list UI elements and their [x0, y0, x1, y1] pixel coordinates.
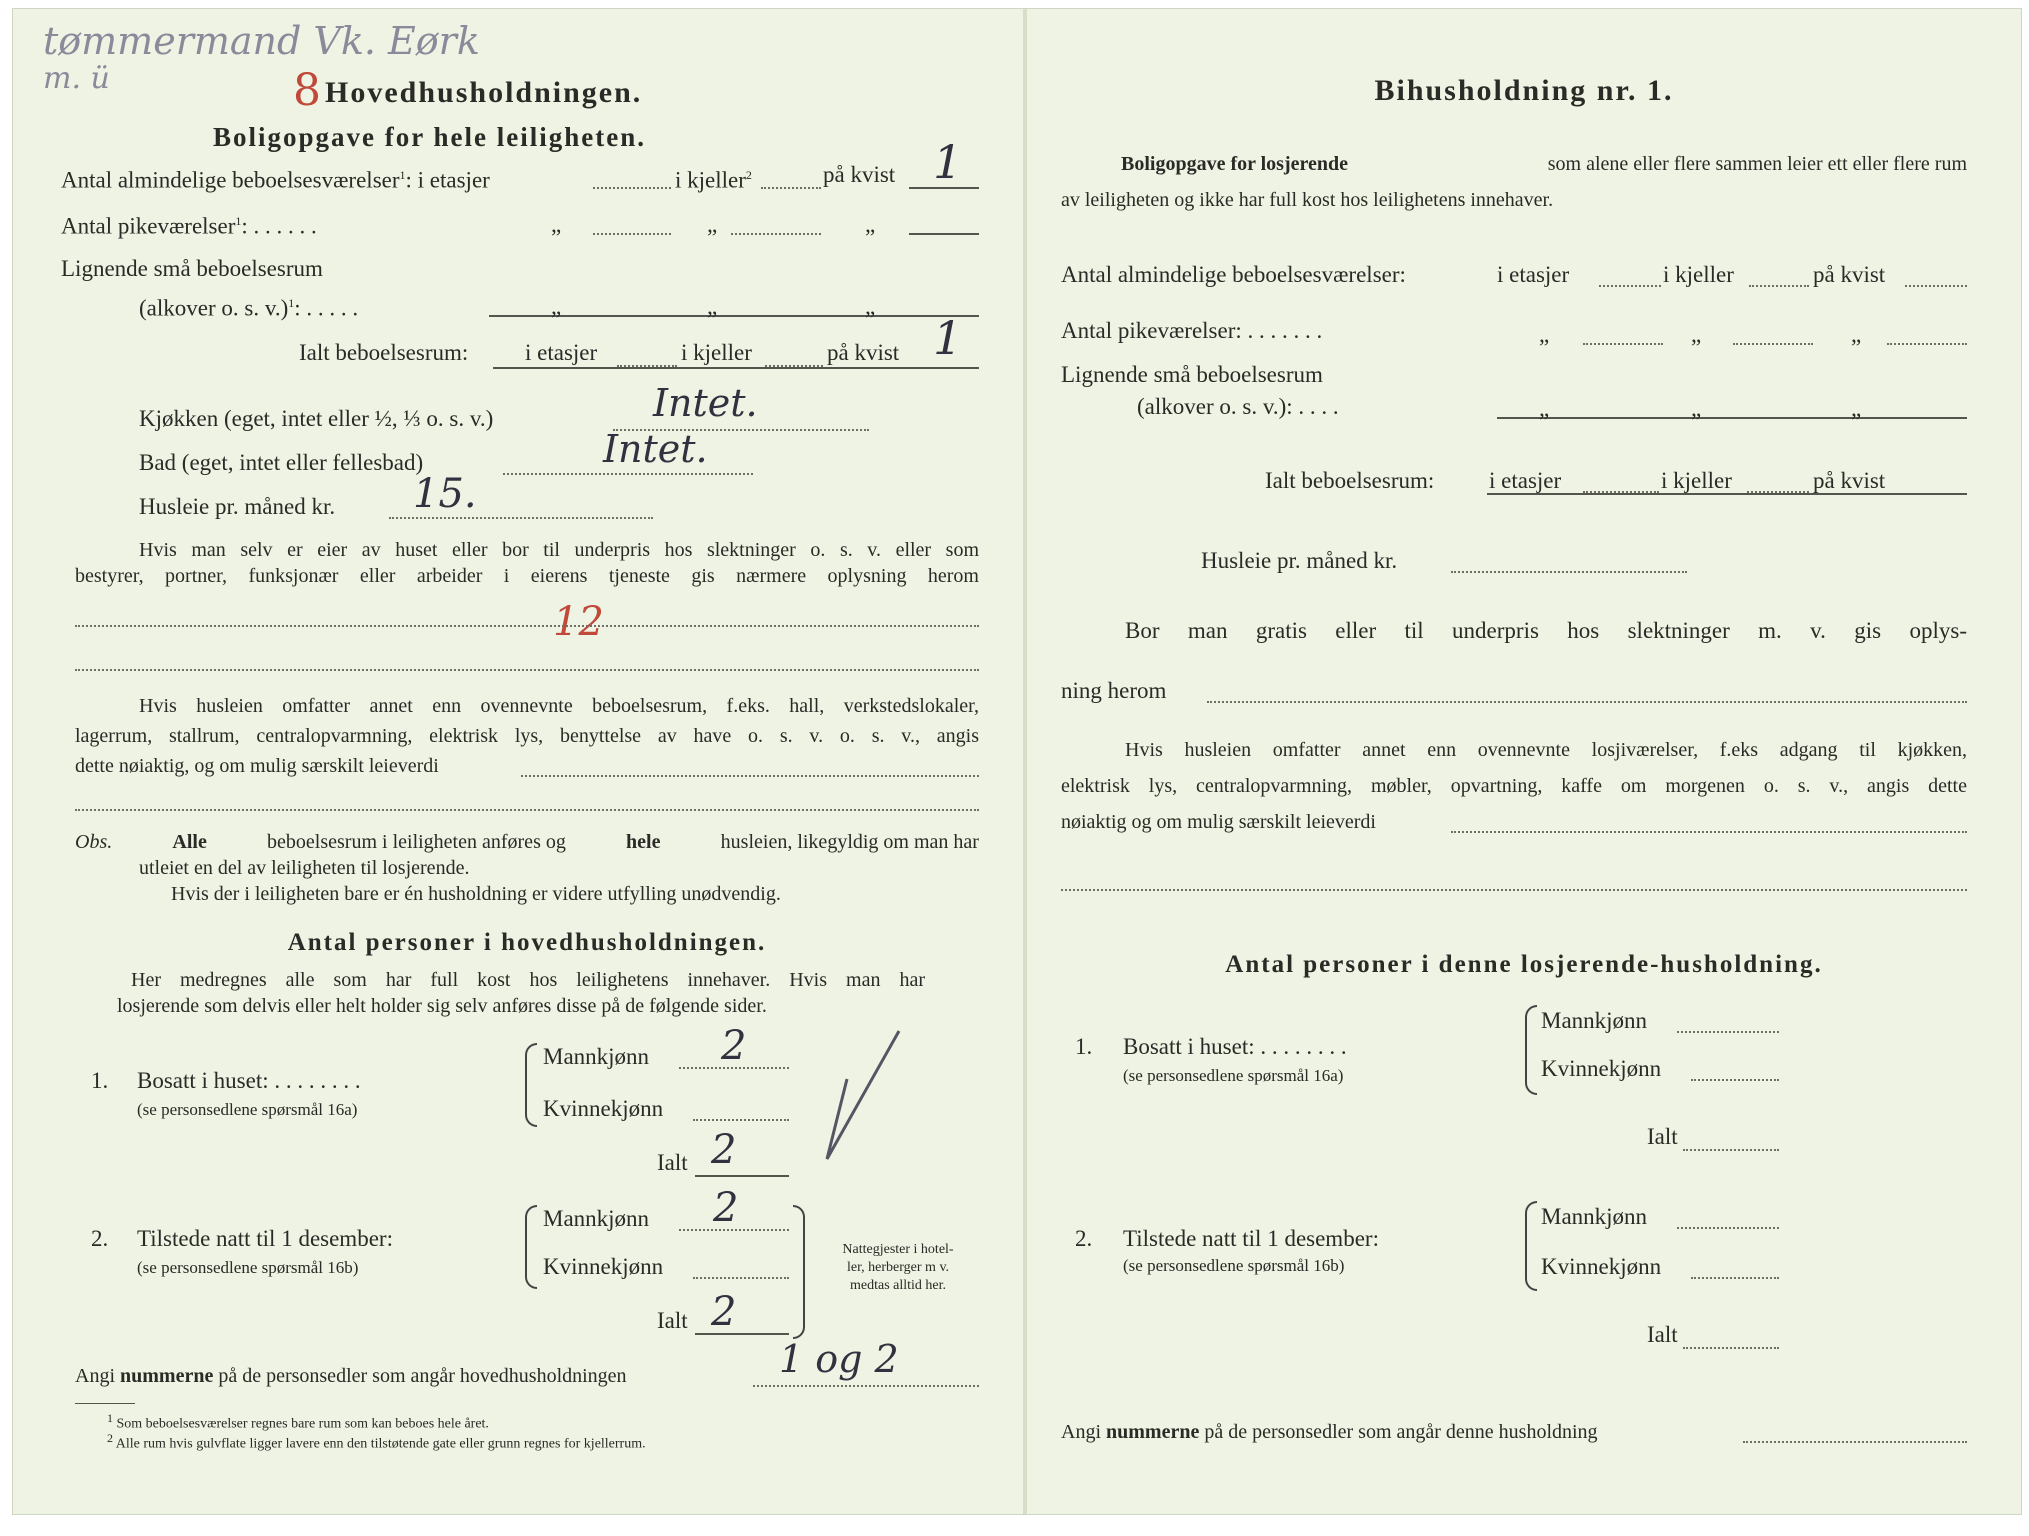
- rooms-label: Antal almindelige beboelsesværelser: [61, 167, 400, 193]
- sub-q2-female-field[interactable]: [1691, 1277, 1779, 1279]
- page-title: Hovedhusholdningen.: [325, 76, 643, 109]
- footnote-ref: 1: [288, 296, 295, 310]
- note-line: ler, herberger m v.: [846, 1260, 950, 1275]
- attic-label: på kvist: [823, 162, 896, 187]
- owner-note-field[interactable]: [75, 669, 979, 671]
- ditto-mark: „: [1691, 396, 1702, 421]
- kitchen-value: Intet.: [653, 381, 758, 425]
- numbers-text: Angi: [1061, 1421, 1101, 1443]
- sub-numbers-row: [1061, 1419, 1598, 1445]
- sub-intro-line: av leiligheten og ikke har full kost hos leilighetens innehaver.: [1061, 189, 1554, 211]
- numbers-text: på de personsedler som angår hovedhusholdningen: [218, 1365, 627, 1387]
- obs-text: husleien, likegyldig om man har: [720, 831, 979, 853]
- ditto-mark: „: [1539, 322, 1550, 347]
- q1-label-text: Bosatt i huset:: [137, 1068, 269, 1093]
- footnote-num: 2: [107, 1431, 113, 1445]
- numbers-text: på de personsedler som angår denne husholdning: [1204, 1421, 1598, 1443]
- q2-num: 2.: [91, 1226, 109, 1251]
- sub-q2-male-label: Mannkjønn: [1541, 1204, 1648, 1229]
- q1-total-field[interactable]: [695, 1175, 789, 1177]
- sub-intro-line: [1121, 151, 1967, 177]
- obs-prefix: Obs.: [75, 831, 113, 853]
- dots: . . . . . . .: [1247, 318, 1323, 343]
- ditto-mark: „: [551, 212, 562, 237]
- numbers-bold: nummerne: [1106, 1421, 1200, 1443]
- ditto-mark: „: [551, 294, 562, 319]
- footnote-ref: 1: [235, 214, 242, 228]
- sub-q1-num: 1.: [1075, 1034, 1093, 1059]
- q2-male-value: 2: [713, 1185, 739, 1231]
- note-line: medtas alltid her.: [849, 1278, 947, 1293]
- q2-right-brace: [793, 1205, 805, 1339]
- numbers-bold: nummerne: [120, 1365, 214, 1387]
- sub-total-floors: i etasjer: [1489, 468, 1562, 493]
- sub-numbers-field[interactable]: [1743, 1441, 1967, 1443]
- sub-extra-field[interactable]: [1061, 889, 1967, 891]
- check-mark-icon: [813, 1019, 913, 1169]
- dots: . . . . . . . .: [1260, 1034, 1347, 1059]
- rent-margin-note: 12: [553, 599, 604, 645]
- q2-female-label: Kvinnekjønn: [543, 1254, 664, 1279]
- q2-brace: [525, 1205, 537, 1289]
- sub-maid-floors-field[interactable]: [1583, 343, 1663, 345]
- persons-note: losjerende som delvis eller helt holder sig selv anføres disse på de følgende sider.: [117, 995, 767, 1017]
- q1-female-field[interactable]: [693, 1119, 789, 1121]
- q1-ref: (se personsedlene spørsmål 16a): [137, 1100, 358, 1119]
- obs-line: Hvis der i leiligheten bare er én husholdning er videre utfylling unødvendig.: [171, 883, 781, 905]
- sub-rooms-label: Antal almindelige beboelsesværelser:: [1061, 262, 1406, 287]
- q1-brace: [525, 1043, 537, 1127]
- household-number: 8: [293, 65, 321, 116]
- total-floors-label: i etasjer: [525, 340, 598, 365]
- extra-note-line: Hvis husleien omfatter annet enn ovennevnte beboelsesrum, f.eks. hall, verkstedslokaler,: [139, 695, 979, 717]
- handwritten-occupation: tømmermand Vk. Eørk: [43, 19, 480, 63]
- sub-q2-num: 2.: [1075, 1226, 1093, 1251]
- q2-label: Tilstede natt til 1 desember:: [137, 1226, 393, 1251]
- total-basement-label: i kjeller: [681, 340, 752, 365]
- extra-note-field[interactable]: [521, 775, 979, 777]
- sub-basement-field[interactable]: [1749, 285, 1809, 287]
- sub-q2-total-label: Ialt: [1647, 1322, 1678, 1347]
- bath-label: Bad (eget, intet eller fellesbad): [139, 450, 424, 475]
- q1-total-value: 2: [711, 1127, 737, 1173]
- sub-intro-text: som alene eller flere sammen leier ett eller flere rum: [1547, 153, 1967, 175]
- owner-note-line: Hvis man selv er eier av huset eller bor til underpris hos slektninger o. s. v. eller som: [139, 539, 979, 561]
- main-household-page: [13, 9, 1023, 1514]
- total-rooms-label: Ialt beboelsesrum:: [299, 340, 469, 365]
- sub-q1-label-text: Bosatt i huset:: [1123, 1034, 1255, 1059]
- basement-field[interactable]: [761, 187, 821, 189]
- page-subtitle: Boligopgave for hele leiligheten.: [213, 122, 646, 152]
- sub-persons-title: Antal personer i denne losjerende-husholdning.: [1225, 951, 1823, 978]
- q2-male-label: Mannkjønn: [543, 1206, 650, 1231]
- night-guests-note: [813, 1241, 983, 1295]
- sub-q1-ref: (se personsedlene spørsmål 16a): [1123, 1066, 1344, 1085]
- obs-bold: hele: [626, 831, 661, 853]
- q1-label: [137, 1067, 361, 1095]
- alcove-label: (alkover o. s. v.): [139, 295, 289, 321]
- sub-q1-female-field[interactable]: [1691, 1079, 1779, 1081]
- sub-floors-field[interactable]: [1599, 285, 1661, 287]
- total-attic-value: 1: [933, 311, 963, 365]
- sub-total-basement: i kjeller: [1661, 468, 1732, 493]
- maid-attic-field[interactable]: [909, 233, 979, 235]
- sub-intro-bold: Boligopgave for losjerende: [1121, 153, 1349, 175]
- sub-q1-label: [1123, 1033, 1347, 1061]
- footnote-text: Som beboelsesværelser regnes bare rum som kan beboes hele året.: [116, 1416, 489, 1432]
- footnote-rule: [75, 1403, 135, 1404]
- sub-extra-line: Hvis husleien omfatter annet enn ovennevnte losjiværelser, f.eks adgang til kjøkken,: [1125, 739, 1967, 761]
- dots: : . . . . . .: [241, 213, 317, 239]
- numbers-value: 1 og 2: [779, 1337, 899, 1381]
- sub-extra-field[interactable]: [1451, 831, 1967, 833]
- total-rooms-line: [493, 367, 979, 369]
- footnote-text: Alle rum hvis gulvflate ligger lavere enn den tilstøtende gate eller grunn regnes for kjellerrum.: [115, 1436, 646, 1452]
- sub-floors-label: i etasjer: [1497, 262, 1570, 287]
- maid-basement-field[interactable]: [731, 233, 821, 235]
- footnote-2: [107, 1429, 646, 1454]
- numbers-text: Angi: [75, 1365, 115, 1387]
- ditto-mark: „: [1539, 396, 1550, 421]
- ditto-mark: „: [1691, 322, 1702, 347]
- ditto-mark: „: [707, 212, 718, 237]
- maid-label: Antal pikeværelser: [61, 213, 236, 239]
- sub-small-label: Lignende små beboelsesrum: [1061, 362, 1323, 387]
- sub-rent-field[interactable]: [1451, 571, 1687, 573]
- footnote-ref: 2: [745, 168, 752, 182]
- sub-title: Bihusholdning nr. 1.: [1374, 74, 1674, 107]
- sub-extra-line: elektrisk lys, centralopvarmning, møbler, opvartning, kaffe om morgenen o. s. v., angis dette: [1061, 775, 1967, 797]
- attic-value: 1: [933, 135, 963, 189]
- obs-bold: Alle: [172, 831, 207, 853]
- bath-value: Intet.: [603, 427, 708, 471]
- sub-q2-label: Tilstede natt til 1 desember:: [1123, 1226, 1379, 1251]
- sub-small-row: [1137, 393, 1339, 421]
- sub-q2-brace: [1525, 1201, 1537, 1291]
- ditto-mark: „: [1851, 396, 1862, 421]
- kitchen-label: Kjøkken (eget, intet eller ½, ⅓ o. s. v.): [139, 406, 494, 431]
- q1-total-label: Ialt: [657, 1150, 688, 1175]
- sub-gratis-line: ning herom: [1061, 678, 1167, 703]
- sub-q1-brace: [1525, 1005, 1537, 1095]
- rent-value: 15.: [413, 471, 477, 517]
- dots: . . . .: [1298, 394, 1339, 419]
- q1-male-value: 2: [721, 1023, 747, 1069]
- sub-alcove-label: (alkover o. s. v.):: [1137, 394, 1293, 419]
- sub-total-line: [1487, 493, 1967, 495]
- small-rooms-label: Lignende små beboelsesrum: [61, 256, 323, 281]
- numbers-field[interactable]: [753, 1385, 979, 1387]
- small-rooms-line: [489, 315, 979, 317]
- sub-basement-label: i kjeller: [1663, 262, 1734, 287]
- extra-note-line: lagerrum, stallrum, centralopvarmning, elektrisk lys, benyttelse av have o. s. v. o. s. v., angis: [75, 725, 979, 747]
- owner-note-field[interactable]: [75, 625, 979, 627]
- persons-title: Antal personer i hovedhusholdningen.: [287, 929, 767, 956]
- obs-line: [75, 829, 979, 855]
- rent-label: Husleie pr. måned kr.: [139, 494, 336, 519]
- maid-floors-field[interactable]: [593, 233, 671, 235]
- rooms-floors-label: : i etasjer: [405, 167, 490, 193]
- sub-q1-total-field[interactable]: [1683, 1149, 1779, 1151]
- q2-total-field[interactable]: [695, 1333, 789, 1335]
- footnote-num: 1: [107, 1411, 113, 1425]
- rooms-row: [61, 161, 490, 195]
- q1-female-label: Kvinnekjønn: [543, 1096, 664, 1121]
- ditto-mark: „: [865, 294, 876, 319]
- sub-maid-basement-field[interactable]: [1733, 343, 1813, 345]
- dots: : . . . . .: [294, 295, 359, 321]
- rent-field[interactable]: [389, 517, 653, 519]
- sub-q1-total-label: Ialt: [1647, 1124, 1678, 1149]
- obs-text: beboelsesrum i leiligheten anføres og: [267, 831, 566, 853]
- q2-total-label: Ialt: [657, 1308, 688, 1333]
- sub-q2-ref: (se personsedlene spørsmål 16b): [1123, 1256, 1345, 1275]
- extra-note-line: dette nøiaktig, og om mulig særskilt leieverdi: [75, 755, 439, 777]
- sub-maid-row: [1061, 317, 1322, 345]
- q2-total-value: 2: [711, 1289, 737, 1335]
- owner-note-line: bestyrer, portner, funksjonær eller arbeider i eierens tjeneste gis nærmere oplysning herom: [75, 565, 979, 587]
- sub-q2-total-field[interactable]: [1683, 1347, 1779, 1349]
- obs-line: utleiet en del av leiligheten til losjerende.: [139, 857, 470, 879]
- sub-q1-male-label: Mannkjønn: [1541, 1008, 1648, 1033]
- small-rooms-row: [139, 289, 358, 323]
- total-attic-label: på kvist: [827, 340, 900, 365]
- q2-female-field[interactable]: [693, 1277, 789, 1279]
- note-line: Nattegjester i hotel-: [842, 1242, 954, 1257]
- rooms-basement: [675, 161, 752, 195]
- census-form-sheet: [12, 8, 2022, 1515]
- bath-field[interactable]: [503, 473, 753, 475]
- ditto-mark: „: [707, 294, 718, 319]
- sub-q1-male-field[interactable]: [1677, 1031, 1779, 1033]
- sub-small-line: [1497, 417, 1967, 419]
- sub-attic-label: på kvist: [1813, 262, 1886, 287]
- q1-male-label: Mannkjønn: [543, 1044, 650, 1069]
- sub-attic-field[interactable]: [1905, 285, 1967, 287]
- persons-note: Her medregnes alle som har full kost hos leilighetens innehaver. Hvis man har: [131, 969, 925, 991]
- dots: . . . . . . . .: [274, 1068, 361, 1093]
- ditto-mark: „: [865, 212, 876, 237]
- extra-note-field[interactable]: [75, 809, 979, 811]
- q1-num: 1.: [91, 1068, 109, 1093]
- sub-maid-label: Antal pikeværelser:: [1061, 318, 1242, 343]
- handwritten-note: m. ü: [43, 61, 110, 96]
- sub-q2-female-label: Kvinnekjønn: [1541, 1254, 1662, 1279]
- sub-q1-female-label: Kvinnekjønn: [1541, 1056, 1662, 1081]
- basement-label: i kjeller: [675, 167, 746, 193]
- sub-rent-label: Husleie pr. måned kr.: [1201, 548, 1398, 573]
- ditto-mark: „: [1851, 322, 1862, 347]
- sub-gratis-line: Bor man gratis eller til underpris hos slektninger m. v. gis oplys-: [1125, 618, 1967, 643]
- sub-extra-line: nøiaktig og om mulig særskilt leieverdi: [1061, 811, 1376, 833]
- sub-household-page: [1027, 9, 2021, 1514]
- numbers-row: [75, 1363, 627, 1389]
- sub-maid-attic-field[interactable]: [1887, 343, 1967, 345]
- sub-gratis-field[interactable]: [1207, 701, 1967, 703]
- sub-q2-male-field[interactable]: [1677, 1227, 1779, 1229]
- maid-rooms-row: [61, 207, 317, 241]
- floors-field[interactable]: [593, 187, 671, 189]
- q2-ref: (se personsedlene spørsmål 16b): [137, 1258, 359, 1277]
- footnote-ref: 1: [399, 168, 406, 182]
- sub-total-label: Ialt beboelsesrum:: [1265, 468, 1435, 493]
- sub-total-attic: på kvist: [1813, 468, 1886, 493]
